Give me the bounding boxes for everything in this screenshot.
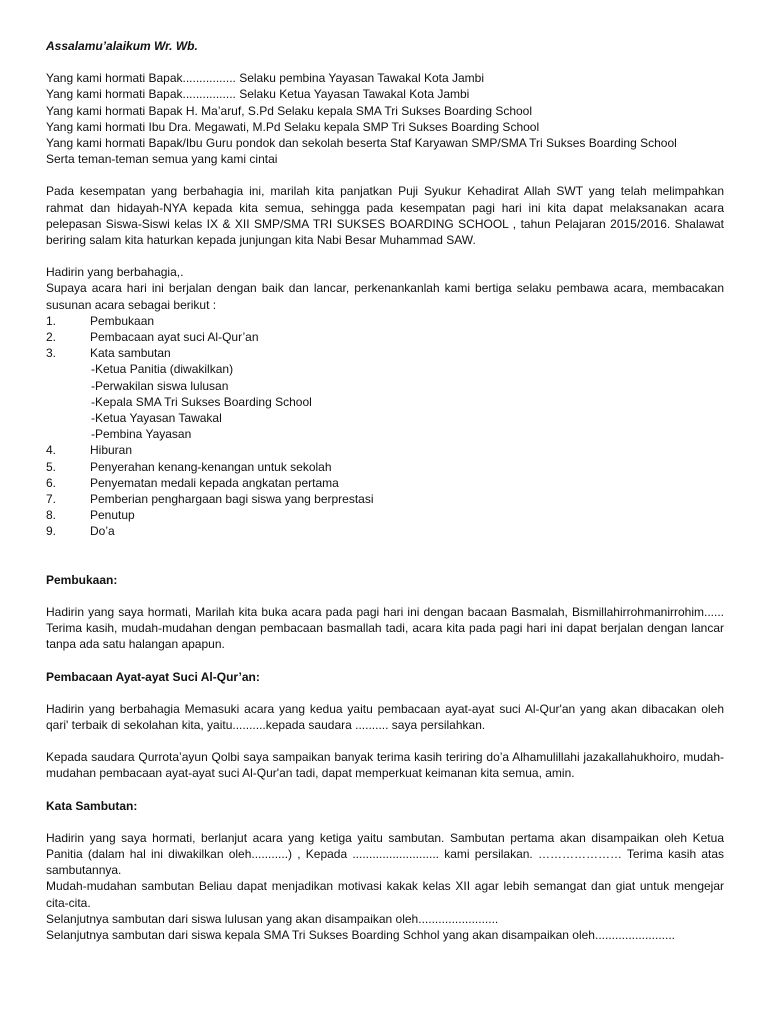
pembacaan-paragraph-2: Kepada saudara Qurrota’ayun Qolbi saya sampaikan banyak terima kasih teriring do’a Alhamulillahi jazakallahukhoiro, mudah-mudahan pembacaan ayat-ayat suci Al-Qur'an tadi, dapat memperkuat keimanan kita semua, amin. [46,750,724,781]
salutation-line: Yang kami hormati Bapak H. Ma’aruf, S.Pd Selaku kepala SMA Tri Sukses Boarding School [46,103,533,118]
salutation-line: Serta teman-teman semua yang kami cintai [46,152,278,167]
item-number: 3. [46,346,57,361]
item-number: 7. [46,492,57,507]
item-number: 8. [46,508,57,523]
sub-item: -Pembina Yayasan [91,427,192,442]
item-text: Penyematan medali kepada angkatan pertama [90,475,339,490]
list-item [46,329,724,345]
item-text: Penyerahan kenang-kenangan untuk sekolah [90,459,332,474]
item-text: Pembukaan [90,313,155,328]
sub-item: -Ketua Panitia (diwakilkan) [91,362,234,377]
item-number: 1. [46,313,57,328]
sub-item: -Perwakilan siswa lulusan [91,378,229,393]
item-number: 2. [46,330,57,345]
list-item [46,442,724,458]
document-page [46,38,724,943]
salutation-line: Yang kami hormati Ibu Dra. Megawati, M.Pd Selaku kepala SMP Tri Sukses Boarding School [46,119,540,134]
salutations [46,70,724,167]
agenda-list [46,313,724,362]
item-text: Penutup [90,508,135,523]
agenda-intro: Supaya acara hari ini berjalan dengan baik dan lancar, perkenankanlah kami bertiga selaku pembawa acara, membacakan susunan acara sebagai berikut : [46,281,724,312]
list-item [46,345,724,361]
pembukaan-paragraph: Hadirin yang saya hormati, Marilah kita buka acara pada pagi hari ini dengan bacaan Basmalah, Bismillahirrohmanirrohim...... Terima kasih, mudah-mudahan dengan pembacaan basmallah tadi, acara kita pada pagi hari ini dapat berjalan dengan lancar tanpa ada satu halangan apapun. [46,604,724,652]
pembacaan-paragraph-1: Hadirin yang berbahagia Memasuki acara yang kedua yaitu pembacaan ayat-ayat suci Al-Qur'an yang akan dibacakan oleh qari' terbaik di sekolahan kita, yaitu..........kepada saudara .......... saya persilahkan. [46,701,724,732]
agenda-list-continued [46,442,724,539]
item-number: 6. [46,475,57,490]
sub-item: -Kepala SMA Tri Sukses Boarding School [91,394,312,409]
sambutan-paragraph-3: Selanjutnya sambutan dari siswa lulusan yang akan disampaikan oleh........................ [46,911,499,926]
item-text: Hiburan [90,443,133,458]
section-heading-pembacaan: Pembacaan Ayat-ayat Suci Al-Qur’an: [46,669,260,684]
list-item [46,523,724,539]
item-text: Pemberian penghargaan bagi siswa yang berprestasi [90,492,374,507]
item-number: 5. [46,459,57,474]
sambutan-paragraph-1: Hadirin yang saya hormati, berlanjut acara yang ketiga yaitu sambutan. Sambutan pertama akan disampaikan oleh Ketua Panitia (dalam hal ini diwakilkan oleh...........) , Kepada .......................... kami persilakan. ………………… Terima kasih atas sambutannya. [46,830,724,878]
section-heading-pembukaan: Pembukaan: [46,572,118,587]
section-heading-sambutan: Kata Sambutan: [46,798,138,813]
item-text: Do’a [90,524,115,539]
agenda-sublist [46,361,724,442]
salutation-line: Yang kami hormati Bapak................ Selaku pembina Yayasan Tawakal Kota Jambi [46,71,485,86]
salutation-line: Yang kami hormati Bapak/Ibu Guru pondok dan sekolah beserta Staf Karyawan SMP/SMA Tri Sukses Boarding School [46,136,677,151]
opening-paragraph: Pada kesempatan yang berbahagia ini, marilah kita panjatkan Puji Syukur Kehadirat Allah SWT yang telah melimpahkan rahmat dan hidayah-NYA kepada kita semua, sehingga pada kesempatan pagi hari ini kita dapat melaksanakan acara pelepasan Siswa-Siswi kelas IX & XII SMP/SMA TRI SUKSES BOARDING SCHOOL , tahun Pelajaran 2015/2016. Shalawat beriring salam kita haturkan kepada junjungan kita Nabi Besar Muhammad SAW. [46,184,724,248]
list-item [46,459,724,475]
salutation-line: Yang kami hormati Bapak................ Selaku Ketua Yayasan Tawakal Kota Jambi [46,87,470,102]
list-item [46,313,724,329]
sub-item: -Ketua Yayasan Tawakal [91,411,222,426]
item-number: 9. [46,524,57,539]
item-text: Kata sambutan [90,346,171,361]
item-number: 4. [46,443,57,458]
sambutan-paragraph-4: Selanjutnya sambutan dari siswa kepala SMA Tri Sukses Boarding Schhol yang akan disampaikan oleh........................ [46,927,675,942]
list-item [46,475,724,491]
item-text: Pembacaan ayat suci Al-Qur’an [90,330,259,345]
list-item [46,491,724,507]
greeting: Assalamu’alaikum Wr. Wb. [46,39,198,53]
list-item [46,507,724,523]
hadirin-line: Hadirin yang berbahagia,. [46,265,184,280]
sambutan-paragraph-2: Mudah-mudahan sambutan Beliau dapat menjadikan motivasi kakak kelas XII agar lebih semangat dan giat untuk mengejar cita-cita. [46,879,724,910]
